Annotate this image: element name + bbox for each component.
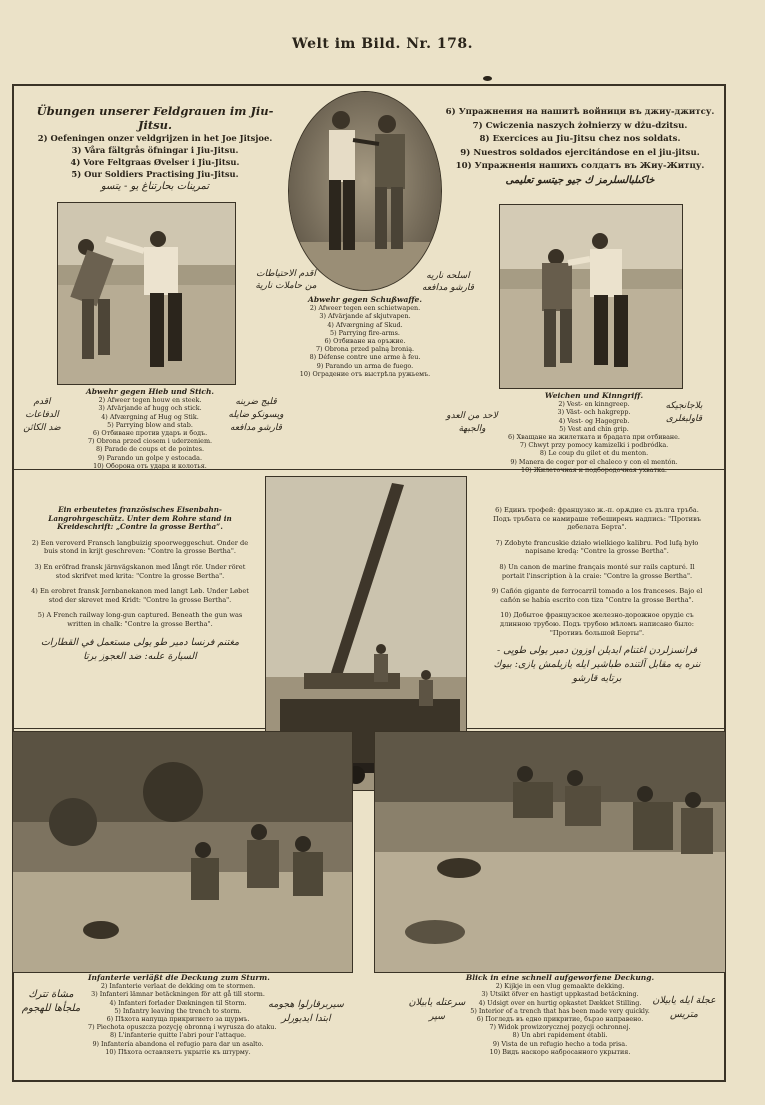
caption-line: 9) Vista de un refugio hecho a toda prisa. — [492, 1039, 628, 1048]
caption-line: 5) Vest and chin grip. — [559, 424, 629, 433]
railgun-paragraph: 3) En eröfrad fransk järnvägskanon med långt rör. Under röret stod skrifvet med krita: "Contre la grosse Bertha". — [34, 562, 246, 580]
caption-trench-cover — [460, 974, 660, 1056]
photo-infantry-storm — [12, 731, 353, 973]
caption-line: 2) Vest- en kinngreep. — [558, 400, 630, 409]
caption-stab — [60, 388, 240, 470]
jiujitsu-left-list-item: 3) Våra fältgrås öfningar i Jiu-Jitsu. — [71, 145, 239, 155]
jiujitsu-left-list-item: 5) Our Soldiers Practising Jiu-Jitsu. — [71, 169, 239, 179]
caption-line: 3) Utsikt öfver en hastigt uppkastad betäckning. — [481, 990, 639, 999]
caption-line: 3) Afvärjande af hugg och stick. — [98, 404, 202, 413]
caption-line: 9) Parando un arma de fuego. — [316, 361, 414, 370]
caption-line: 2) Afweer tegen houw en steek. — [98, 396, 202, 405]
frame-top-rule — [12, 84, 726, 86]
caption-line: 2) Afweer tegen een schietwapen. — [309, 304, 421, 313]
railgun-right-arabic: فرانسزلردن اغتنام ايديلن اوزون دمير يولى طوپى - ننره يه مقابل آلتنده طباشير ايله يازيلمش يازى: بيوك برتايه قارشو — [493, 645, 701, 685]
caption-line: 4) Afværgning af Hug og Stik. — [101, 412, 199, 421]
caption-line: 10) Видъ наскоро набросанного укрытия. — [489, 1047, 631, 1056]
caption-line: 2) Infanterie verlaat de dekking om te stormen. — [100, 982, 256, 991]
caption-infantry-head: Infanterie verläßt die Deckung zum Sturm. — [88, 973, 270, 982]
caption-line: 4) Afværgning af Skud. — [327, 320, 403, 329]
railgun-paragraph: 9) Cañón gigante de ferrocarril tomado a los franceses. Bajo el cañón se había escrito con tiza "Contre la grosse Bertha". — [491, 587, 703, 604]
jiujitsu-right-arabic: خاكىلبالسلرمز ك جيو جيتسو تعليمى — [505, 174, 655, 186]
photo-oval-disarm — [288, 91, 442, 291]
caption-line: 10) Оборона отъ удара и колотья. — [93, 461, 207, 470]
caption-line: 6) Отбиване против ударъ и бодъ. — [92, 429, 208, 438]
jiujitsu-right-list-item: 6) Упражнения на нашитѣ войници въ джиу-джитсу. — [445, 107, 715, 117]
caption-stab-head: Abwehr gegen Hieb und Stich. — [85, 387, 215, 396]
oval-arabic-left: اقدم الاحتياطات من حاملات نارية — [255, 269, 317, 291]
caption-line: 10) Оградение отъ выстрѣла ружьемъ. — [299, 369, 431, 378]
railgun-paragraph: 6) Единъ трофей: французко ж.-п. орѫдие съ дълга тръба. Подъ тръбата се намираше тебеширенъ надпись: "Противъ дебелата Берта". — [493, 506, 701, 532]
caption-trench-arabic-left: سرعتله يابيلان سپر — [408, 997, 466, 1022]
masthead: Welt im Bild. Nr. 178. — [292, 36, 473, 52]
railgun-heading: Ein erbeutetes französisches Eisenbahn-Langrohrgeschütz. Unter dem Rohre stand in Kreideschrift: „Contre la grosse Bertha“. — [48, 505, 232, 532]
jiujitsu-title: Übungen unserer Feldgrauen im Jiu-Jitsu. — [36, 104, 274, 132]
caption-line: 4) Udsigt over en hurtig opkastet Dækket Stilling. — [478, 998, 642, 1007]
railgun-paragraph: 8) Un canon de marine français monté sur rails capturé. Il portait l'inscription à la craie: "Contre la grosse Bertha". — [499, 562, 695, 580]
jiujitsu-right-list-item: 8) Exercices au Jiu-Jitsu chez nos soldats. — [479, 134, 681, 144]
caption-stab-arabic-left: اقدم الدفاعات ضد الكائن — [23, 397, 61, 433]
jiujitsu-left-arabic: تمرينات بحارتناغ يو - يتسو — [100, 181, 210, 192]
caption-infantry-arabic-right: سيربرقارلوا هجومه ابتدا ايديورلر — [268, 999, 344, 1024]
caption-line: 3) Afvärjande af skjutvapen. — [319, 312, 411, 321]
caption-line: 6) Отбиване на оръжие. — [324, 337, 406, 346]
caption-line: 10) Жилеточная и подбородочная ухватка. — [521, 465, 667, 474]
caption-line: 5) Parrying fire-arms. — [330, 328, 400, 337]
caption-line: 5) Interior of a trench that has been made very quickly. — [470, 1006, 650, 1015]
railgun-left-text — [30, 506, 250, 664]
caption-line: 7) Widok prowizorycznej pozycji ochronnej. — [489, 1023, 631, 1032]
caption-line: 6) Погледъ въ едно прикритие, бързо направено. — [476, 1015, 644, 1024]
photo-trench-cover — [374, 731, 726, 973]
caption-line: 9) Manera de coger por el chaleco y con el mentón. — [510, 457, 678, 466]
caption-line: 5) Parrying blow and stab. — [107, 420, 193, 429]
caption-line: 7) Obrona przed palną bronią. — [315, 345, 415, 354]
photo-jiujitsu-stab — [57, 202, 236, 385]
caption-line: 5) Infantry leaving the trench to storm. — [114, 1006, 242, 1015]
caption-line: 4) Vest- og Hagegreb. — [558, 416, 630, 425]
railgun-paragraph: 4) En erobret fransk Jernbanekanon med langt Løb. Under Løbet stod der skrevet med Kridt: "Contre la grosse Bertha". — [31, 587, 249, 604]
caption-firearm — [290, 296, 440, 378]
caption-line: 9) Infantería abandona el refugio para dar un asalto. — [92, 1039, 264, 1048]
jiujitsu-right-list — [445, 106, 715, 188]
caption-line: 10) Пѣхота оставляетъ укрытіе къ штурму. — [105, 1047, 251, 1056]
ink-dot — [483, 76, 492, 81]
caption-line: 7) Chwyt przy pomocy kamizelki i podbródka. — [519, 441, 669, 450]
caption-trench-head: Blick in eine schnell aufgeworfene Deckung. — [465, 973, 655, 982]
caption-line: 8) Le coup du gilet et du menton. — [539, 449, 649, 458]
railgun-left-arabic: مغتنم فرنسا دمير طو يولى مستعمل في القطارات السيارة علىه: ضد العجوز برتا — [40, 636, 240, 662]
railgun-paragraph: 7) Zdobyte francuskie działo wielkiego kalibru. Pod lufą było napisane kredą: "Contre la grosse Bertha". — [495, 538, 699, 556]
jiujitsu-right-list-item: 10) Упражненія нашихъ солдатъ въ Жиу-Житцу. — [455, 161, 705, 171]
caption-line: 3) Väst- och hakgrepp. — [557, 408, 631, 417]
caption-infantry-arabic-left: مشاة تترك ملجأها للهجوم — [21, 989, 81, 1014]
caption-line: 8) L'infanterie quitte l'abri pour l'attaque. — [109, 1031, 247, 1040]
caption-stab-arabic-right: قليج ضربنه ويسونكو ضايله قارشو مدافعه — [228, 397, 284, 433]
photo-jiujitsu-chin-grip — [499, 204, 683, 389]
caption-line: 3) Infanteri lämnar betäckningen för att gå till storm. — [91, 990, 265, 999]
jiujitsu-right-list-item: 7) Cwiczenia naszych żołnierzy w dżu-dzitsu. — [472, 120, 688, 131]
caption-firearm-head: Abwehr gegen Schußwaffe. — [308, 295, 422, 304]
caption-line: 7) Piechota opuszcza pozycję obronną i wyrusza do ataku. — [88, 1023, 277, 1032]
frame-bottom-rule — [12, 1080, 726, 1082]
railgun-paragraph: 2) Een veroverd Fransch langbuizig spoorweggeschut. Onder de buis stond in krijt geschreven: "Contre la grosse Bertha". — [31, 538, 249, 556]
caption-line: 8) Un abri rapidement établi. — [512, 1031, 608, 1040]
caption-line: 8) Défense contre une arme à feu. — [309, 353, 421, 362]
caption-chin-arabic-right: بلاجانجيكه قاولبغلرى — [665, 401, 703, 424]
railgun-paragraph: 5) A French railway long-gun captured. Beneath the gun was written in chalk: "Contre la grosse Bertha". — [37, 611, 243, 628]
jiujitsu-title-block — [30, 104, 280, 194]
jiujitsu-right-list-item: 9) Nuestros soldados ejercitándose en el jiu-jitsu. — [460, 147, 700, 158]
jiujitsu-left-list-item: 4) Vore Feltgraas Øvelser i Jiu-Jitsu. — [70, 157, 240, 167]
oval-arabic-right: اسلحه ناريه قارشو مدافعه — [422, 271, 474, 293]
caption-chin-arabic-left: لاحد من العدو والجبهة — [446, 411, 498, 434]
caption-line: 7) Obrona przed ciosem i uderzeniem. — [87, 437, 213, 446]
railgun-paragraph: 10) Добытое французское железно-дорожное орудіе съ длинною трубою. Подъ трубою мѣломъ написано было: "Противъ большой Берты". — [500, 611, 694, 637]
caption-line: 4) Infanteri forlader Dækningen til Storm. — [109, 998, 247, 1007]
caption-infantry-storm — [88, 973, 277, 1056]
caption-line: 2) Kijkje in een vlug gemaakte dekking. — [495, 982, 625, 991]
caption-line: 9) Parando un golpe y estocada. — [98, 453, 202, 462]
caption-trench-arabic-right: عجلة ايله يابيلان متريس — [652, 995, 716, 1020]
caption-line: 8) Parade de coups et de pointes. — [95, 445, 205, 454]
caption-chin-grip-head: Weichen und Kinngriff. — [544, 391, 644, 400]
jiujitsu-left-list-item: 2) Oefeningen onzer veldgrijzen in het Joe Jitsjoe. — [37, 133, 273, 143]
railgun-right-text — [488, 506, 706, 686]
caption-line: 6) Хващане на жилетката и брадата при отбиване. — [508, 433, 680, 442]
caption-line: 6) Пѣхота напуща прикритието за щурмъ. — [106, 1015, 250, 1024]
